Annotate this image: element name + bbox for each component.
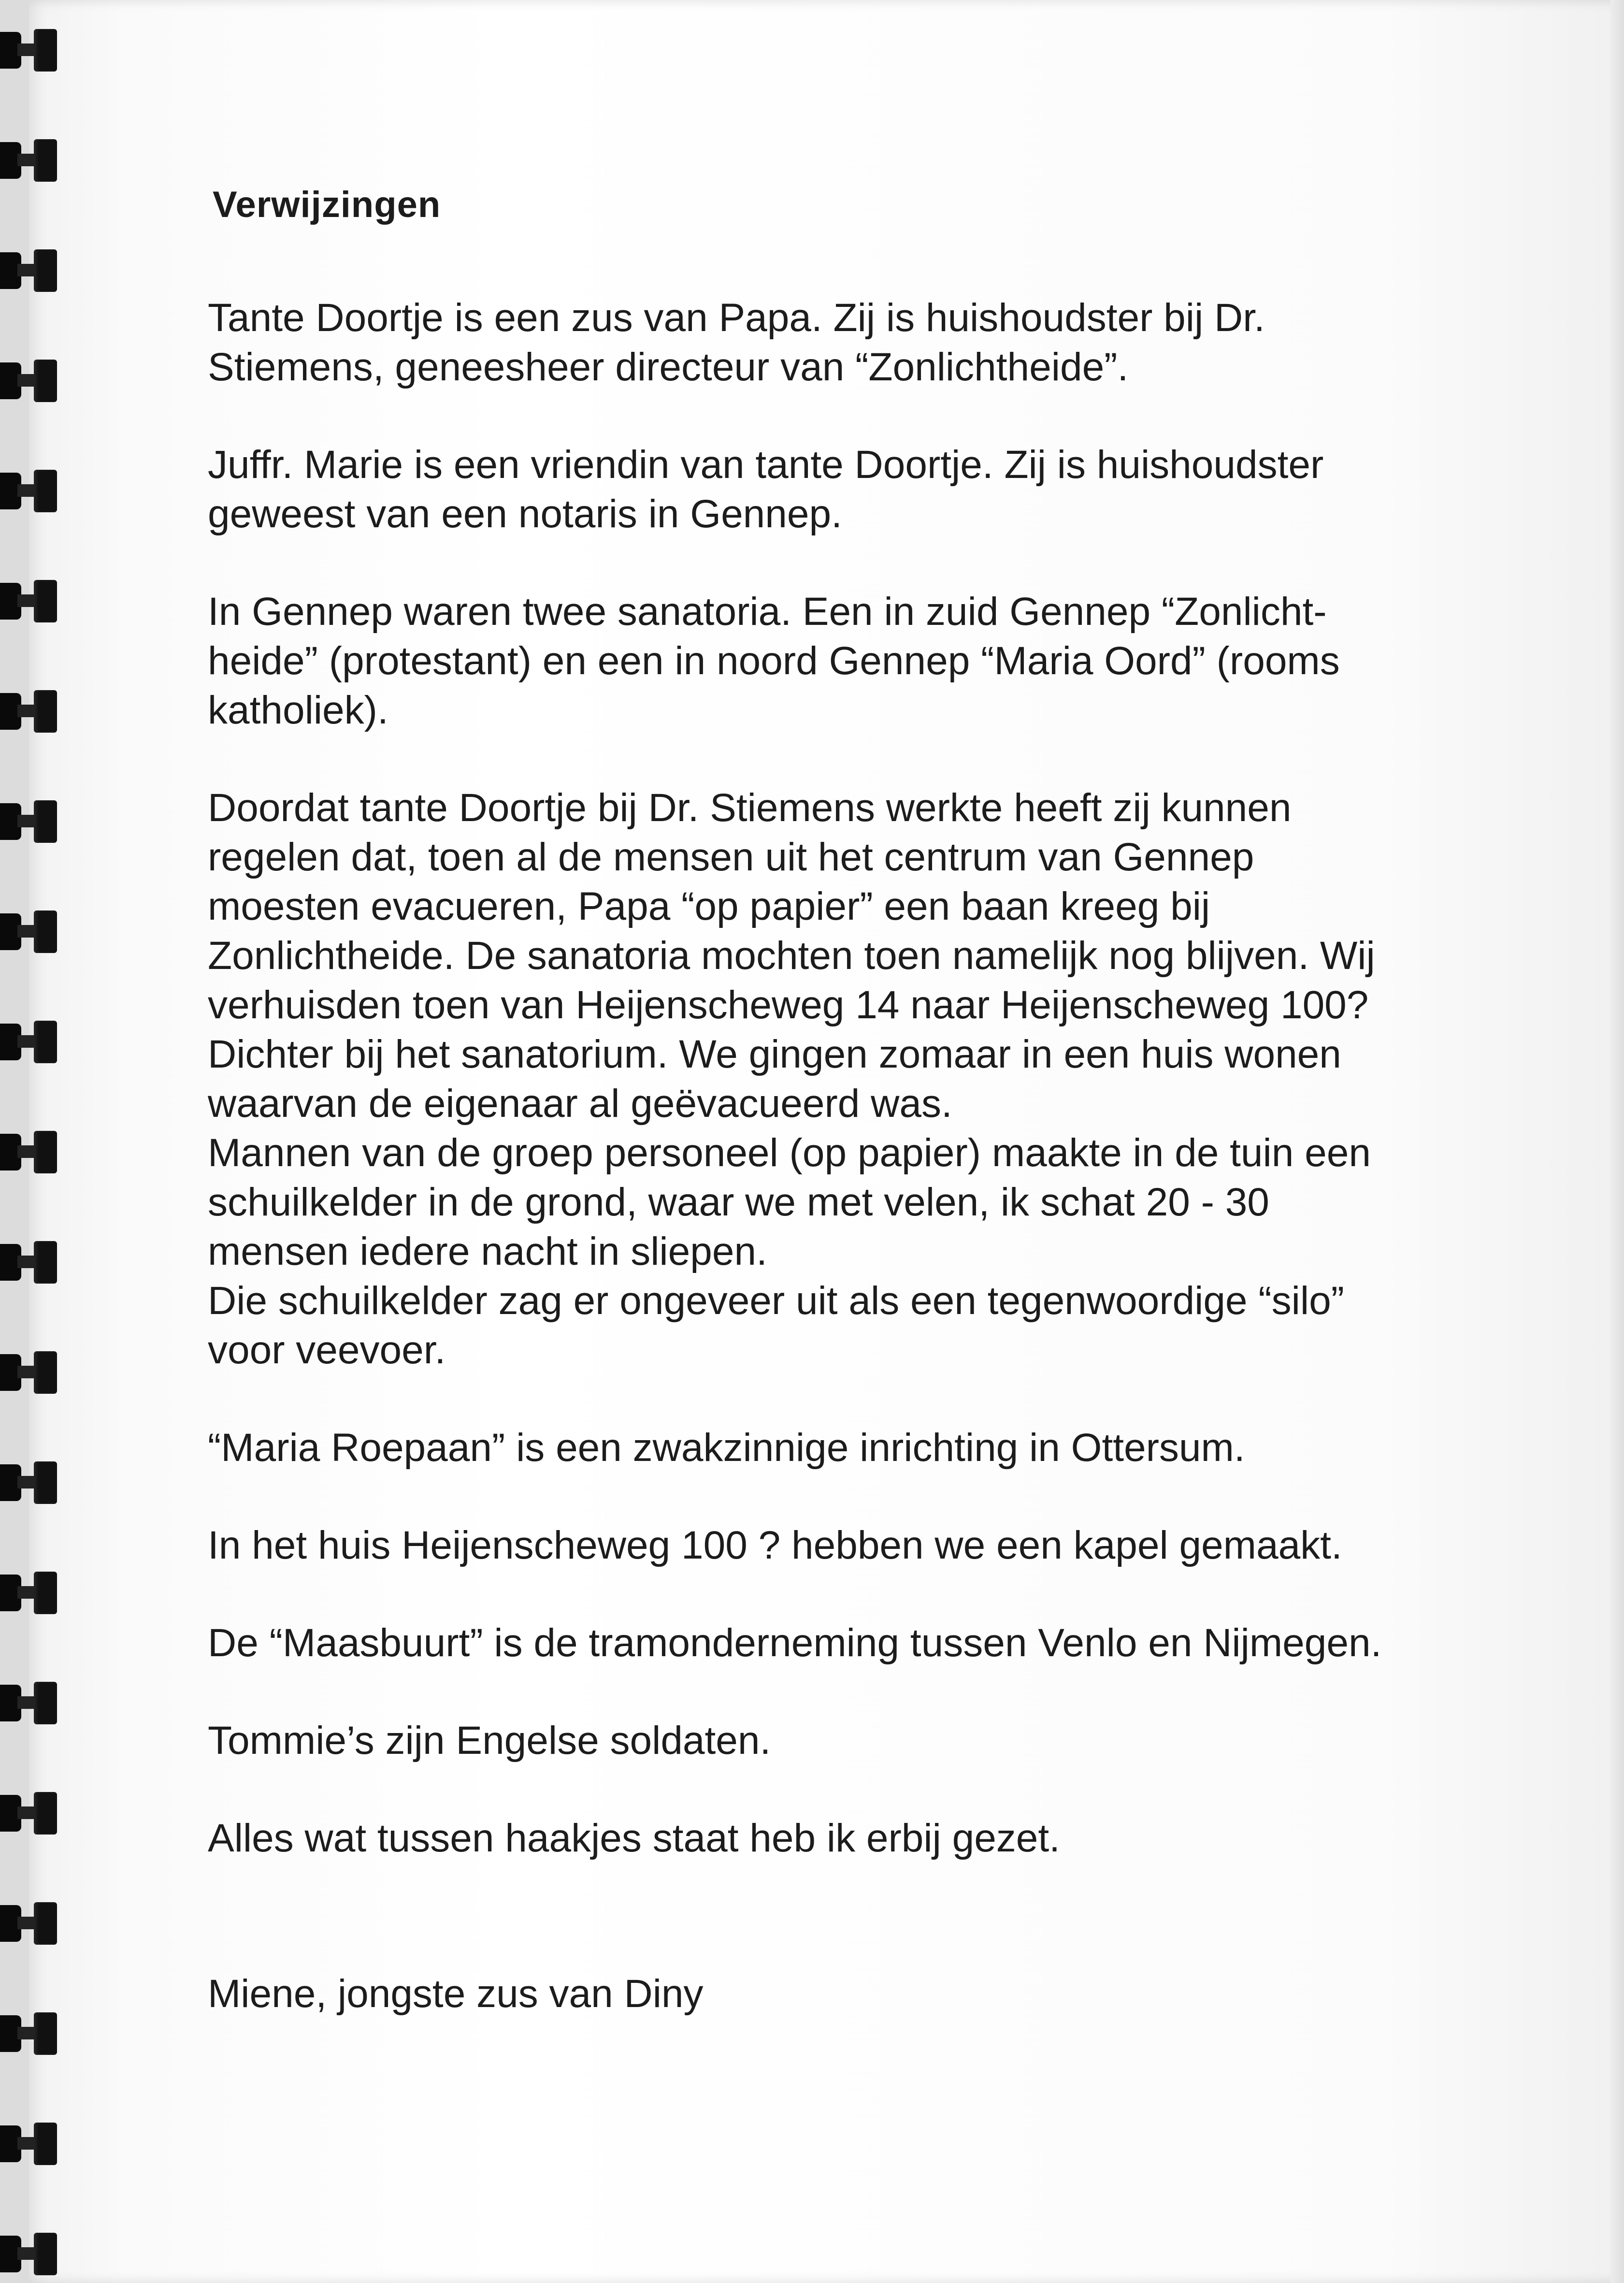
binding-ring <box>0 139 58 182</box>
page-edge <box>1610 0 1624 2283</box>
binding-ring <box>0 2012 58 2055</box>
binding-ring <box>0 29 58 72</box>
binding-ring <box>0 1131 58 1173</box>
binding-ring <box>0 360 58 402</box>
paragraph-sanatoria: In Gennep waren twee sanatoria. Een in zuid Gennep “Zonlicht- heide” (protestant) en een in noord Gennep “Maria Oord” (rooms katholiek). <box>208 590 1340 732</box>
binding-ring <box>0 910 58 953</box>
document-page <box>29 0 1624 2283</box>
paragraph-maria-roepaan: “Maria Roepaan” is een zwakzinnige inrichting in Ottersum. <box>208 1426 1245 1470</box>
binding-ring <box>0 1351 58 1394</box>
binding-ring <box>0 2123 58 2165</box>
binding-ring <box>0 1792 58 1835</box>
binding-ring <box>0 1902 58 1945</box>
paragraph-juffr-marie: Juffr. Marie is een vriendin van tante Doortje. Zij is huishoudster geweest van een notaris in Gennep. <box>208 443 1324 536</box>
binding-ring <box>0 1572 58 1614</box>
paragraph-kapel: In het huis Heijenscheweg 100 ? hebben we een kapel gemaakt. <box>208 1523 1342 1567</box>
binding-ring <box>0 470 58 512</box>
binding-ring <box>0 690 58 733</box>
paragraph-maasbuurt: De “Maasbuurt” is de tramonderneming tussen Venlo en Nijmegen. <box>208 1621 1382 1665</box>
paragraph-tommies: Tommie’s zijn Engelse soldaten. <box>208 1719 771 1763</box>
paragraph-tante-doortje: Tante Doortje is een zus van Papa. Zij is huishoudster bij Dr. Stiemens, geneesheer directeur van “Zonlichtheide”. <box>208 296 1265 389</box>
paragraph-haakjes: Alles wat tussen haakjes staat heb ik erbij gezet. <box>208 1816 1060 1860</box>
binding-ring <box>0 800 58 843</box>
binding-ring <box>0 1682 58 1724</box>
binding-spine <box>0 0 63 2283</box>
document-content <box>208 184 1561 2019</box>
binding-ring <box>0 580 58 622</box>
binding-ring <box>0 1021 58 1063</box>
binding-ring <box>0 1461 58 1504</box>
binding-ring <box>0 249 58 292</box>
document-title: Verwijzingen <box>213 184 441 225</box>
binding-ring <box>0 2233 58 2275</box>
binding-ring <box>0 1241 58 1284</box>
paragraph-evacuatie: Doordat tante Doortje bij Dr. Stiemens werkte heeft zij kunnen regelen dat, toen al de mensen uit het centrum van Gennep moesten evacueren, Papa “op papier” een baan kreeg bij Zonlichtheide. De sanatoria mochten toen namelijk nog blijven. Wij verhuisden toen van Heijenscheweg 14 naar Heijenscheweg 100? Dichter bij het sanatorium. We gingen zomaar in een huis wonen waarvan de eigenaar al geëvacueerd was. Mannen van de groep personeel (op papier) maakte in de tuin een schuilkelder in de grond, waar we met velen, ik schat 20 - 30 mensen iedere nacht in sliepen. Die schuilkelder zag er ongeveer uit als een tegenwoordige “silo” voor veevoer. <box>208 786 1375 1372</box>
signature-line: Miene, jongste zus van Diny <box>208 1972 704 2016</box>
